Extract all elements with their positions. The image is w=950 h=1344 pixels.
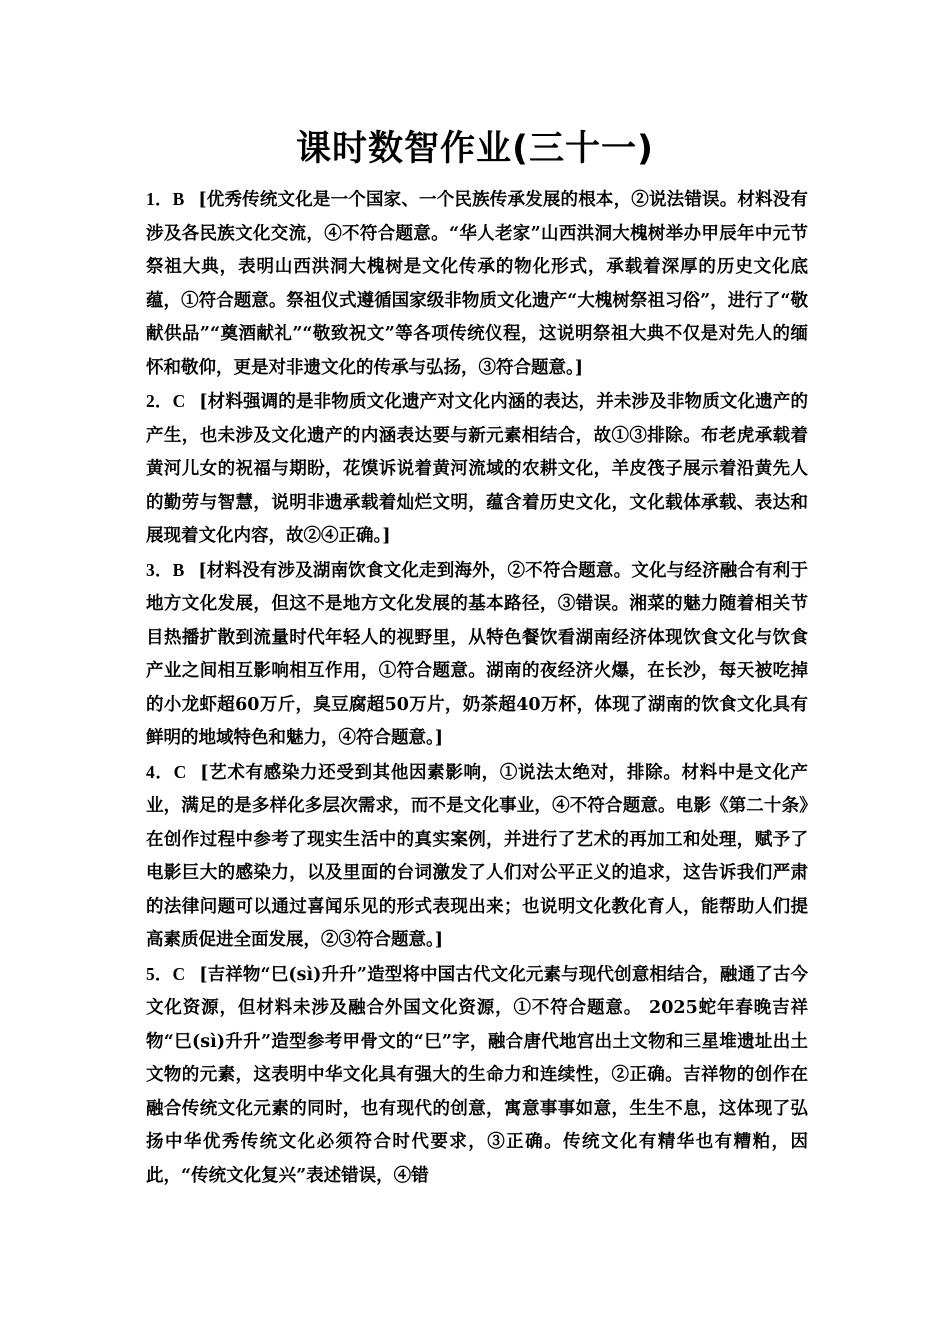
answer-number: 4．C bbox=[146, 761, 187, 782]
answer-item-5 bbox=[146, 958, 808, 1194]
answer-explanation: [材料没有涉及湖南饮食文化走到海外，②不符合题意。文化与经济融合有利于地方文化发展，但这不是地方文化发展的基本路径，③错误。湘菜的魅力随着相关节目热播扩散到流量时代年轻人的视野里，从特色餐饮看湖南经济体现饮食文化与饮食产业之间相互影响相互作用，①符合题意。湖南的夜经济火爆，在长沙，每天被吃掉的小龙虾超60万斤，臭豆腐超50万片，奶茶超40万杯，体现了湖南的饮食文化具有鲜明的地域特色和魅力，④符合题意。] bbox=[146, 560, 808, 748]
answer-number: 2．C bbox=[146, 391, 186, 411]
answer-item-1 bbox=[146, 183, 808, 385]
answer-item-4 bbox=[146, 756, 808, 958]
answer-explanation: [优秀传统文化是一个国家、一个民族传承发展的根本，②说法错误。材料没有涉及各民族文化交流，④不符合题意。“华人老家”山西洪洞大槐树举办甲辰年中元节祭祖大典，表明山西洪洞大槐树是文化传承的物化形式，承载着深厚的历史文化底蕴，①符合题意。祭祖仪式遵循国家级非物质文化遗产“大槐树祭祖习俗”，进行了“敬献供品”“奠酒献礼”“敬致祝文”等各项传统仪程，这说明祭祖大典不仅是对先人的缅怀和敬仰，更是对非遗文化的传承与弘扬，③符合题意。] bbox=[146, 190, 808, 378]
answer-explanation: [材料强调的是非物质文化遗产对文化内涵的表达，并未涉及非物质文化遗产的产生，也未涉及文化遗产的内涵表达要与新元素相结合，故①③排除。布老虎承载着黄河儿女的祝福与期盼，花馍诉说着黄河流域的农耕文化，羊皮筏子展示着沿黄先人的勤劳与智慧，说明非遗承载着灿烂文明，蕴含着历史文化，文化载体承载、表达和展现着文化内容，故②④正确。] bbox=[146, 392, 809, 546]
answer-number: 1．B bbox=[146, 189, 185, 209]
page-title: 课时数智作业(三十一) bbox=[296, 129, 654, 169]
answer-list bbox=[146, 183, 808, 1193]
answer-item-2 bbox=[146, 385, 808, 554]
answer-explanation: [吉祥物“巳(sì)升升”造型将中国古代文化元素与现代创意相结合，融通了古今文化资源，但材料未涉及融合外国文化资源，①不符合题意。 2025蛇年春晚吉祥物“巳(sì)升升”造型参考甲骨文的“巳”字，融合唐代地宫出土文物和三星堆遗址出土文物的元素，这表明中华文化具有强大的生命力和连续性，②正确。吉祥物的创作在融合传统文化元素的同时，也有现代的创意，寓意事事如意，生生不息，这体现了弘扬中华优秀传统文化必须符合时代要求，③正确。传统文化有精华也有糟粕，因此，“传统文化复兴”表述错误，④错 bbox=[146, 964, 808, 1186]
answer-item-3 bbox=[146, 554, 808, 756]
answer-number: 5．C bbox=[146, 963, 186, 984]
answer-number: 3．B bbox=[146, 559, 185, 580]
answer-explanation: [艺术有感染力还受到其他因素影响，①说法太绝对，排除。材料中是文化产业，满足的是多样化多层次需求，而不是文化事业，④不符合题意。电影《第二十条》在创作过程中参考了现实生活中的真实案例，并进行了艺术的再加工和处理，赋予了电影巨大的感染力，以及里面的台词激发了人们对公平正义的追求，这告诉我们严肃的法律问题可以通过喜闻乐见的形式表现出来；也说明文化教化育人，能帮助人们提高素质促进全面发展，②③符合题意。] bbox=[146, 762, 809, 950]
